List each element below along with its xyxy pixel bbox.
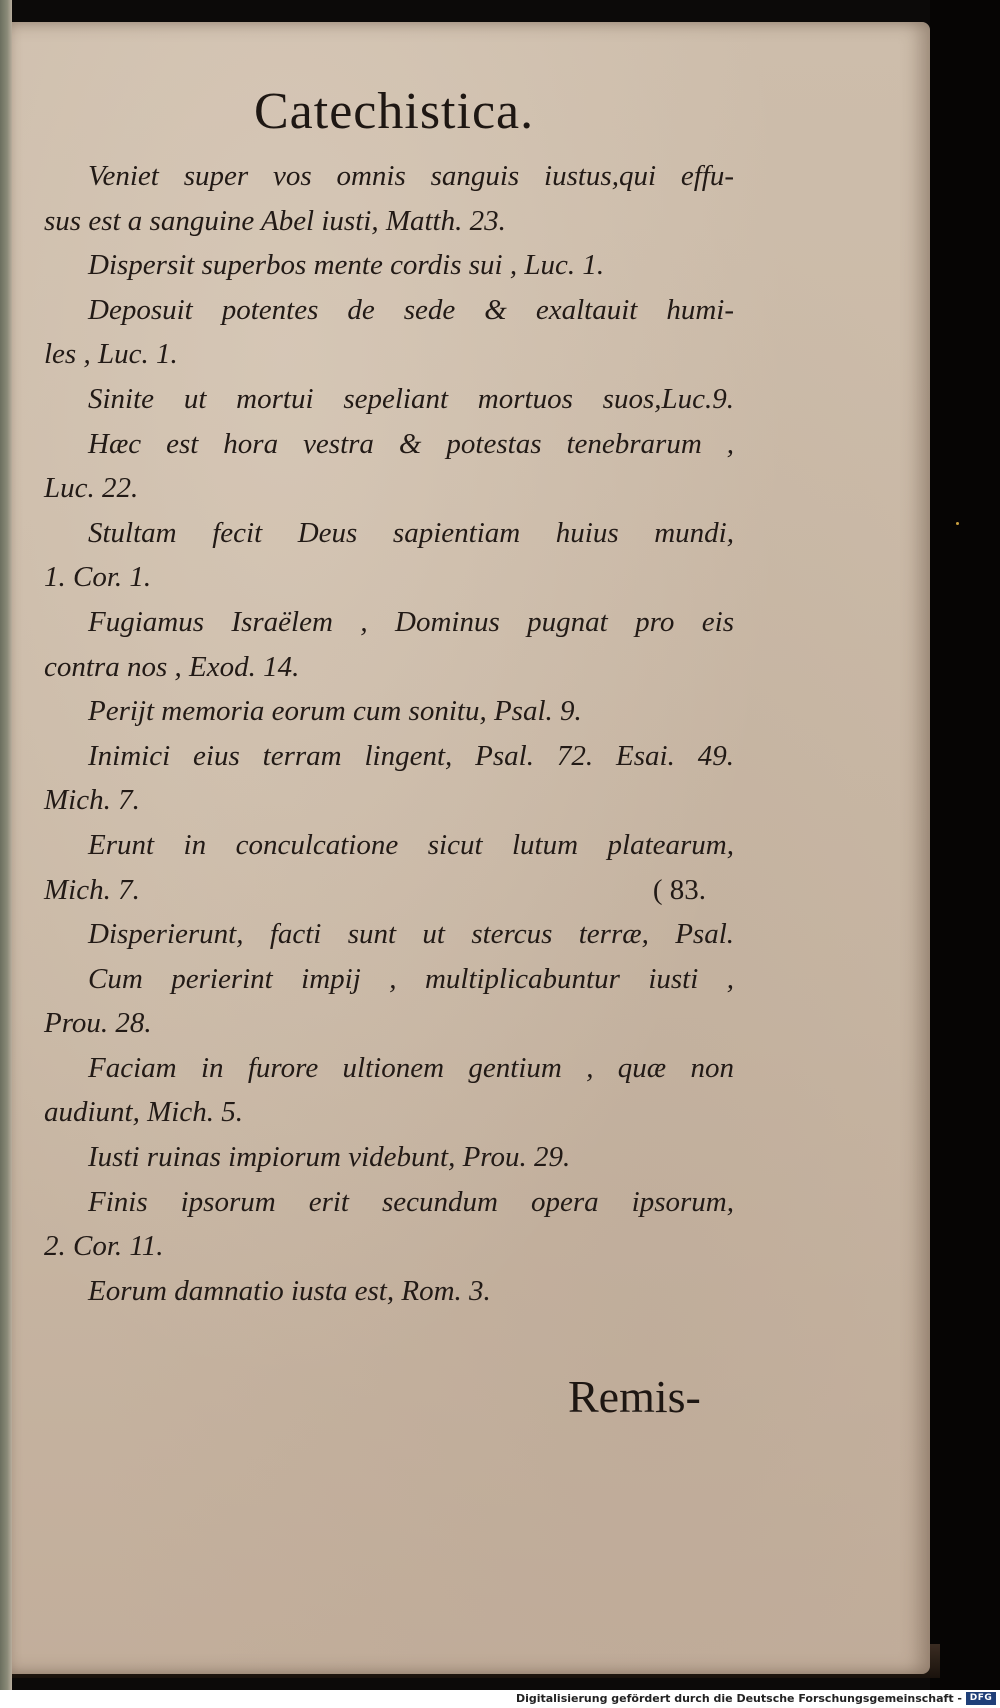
text-line: Eorum damnatio iusta est, Rom. 3. [88,1274,491,1307]
marginal-number: ( 83. [652,873,706,906]
dfg-logo-icon: DFG [966,1692,996,1705]
text-line: audiunt, Mich. 5. [44,1096,243,1129]
book-page [6,22,930,1674]
text-line: Cum perierint impij , multiplicabuntur iusti , [88,962,734,995]
text-line: Faciam in furore ultionem gentium , quæ non [88,1051,734,1084]
text-line: Iusti ruinas impiorum videbunt, Prou. 29. [88,1141,571,1174]
text-line: contra nos , Exod. 14. [44,650,300,683]
digitization-footer [0,1690,1000,1708]
text-line: Dispersit superbos mente cordis sui , Luc. 1. [88,249,605,282]
text-line: Hæc est hora vestra & potestas tenebrarum , [88,427,734,460]
catchword: Remis- [568,1371,701,1422]
page-title: Catechistica. [254,83,535,140]
text-line: 1. Cor. 1. [44,561,152,594]
text-line: les , Luc. 1. [44,338,178,371]
text-line: Veniet super vos omnis sanguis iustus,qui effu- [88,160,734,192]
text-line: Deposuit potentes de sede & exaltauit humi- [88,293,734,326]
text-line: Inimici eius terram lingent, Psal. 72. Esai. 49. [88,739,734,772]
text-line: Sinite ut mortui sepeliant mortuos suos,Luc.9. [88,382,734,415]
scan-background-right [930,0,1000,1690]
text-line: Prou. 28. [44,1007,152,1040]
text-line: Luc. 22. [44,472,139,505]
text-line: 2. Cor. 11. [44,1230,164,1263]
text-line: Fugiamus Israëlem , Dominus pugnat pro eis [88,605,734,638]
page-left-edge [0,0,12,1690]
text-line [44,868,734,913]
footer-credit: Digitalisierung gefördert durch die Deutsche Forschungsgemeinschaft - [515,1692,962,1705]
text-block [44,154,734,1313]
speck-mark [956,522,959,525]
text-line: Finis ipsorum erit secundum opera ipsorum, [88,1185,734,1218]
text-line: Perijt memoria eorum cum sonitu, Psal. 9. [88,695,582,728]
text-line: sus est a sanguine Abel iusti, Matth. 23. [44,204,506,237]
text-line-start: Mich. 7. [44,873,140,906]
text-line: Mich. 7. [44,784,140,817]
text-line: Erunt in conculcatione sicut lutum platearum, [88,828,734,861]
text-line: Disperierunt, facti sunt ut stercus terræ, Psal. [88,918,734,951]
text-line: Stultam fecit Deus sapientiam huius mundi, [88,516,734,549]
